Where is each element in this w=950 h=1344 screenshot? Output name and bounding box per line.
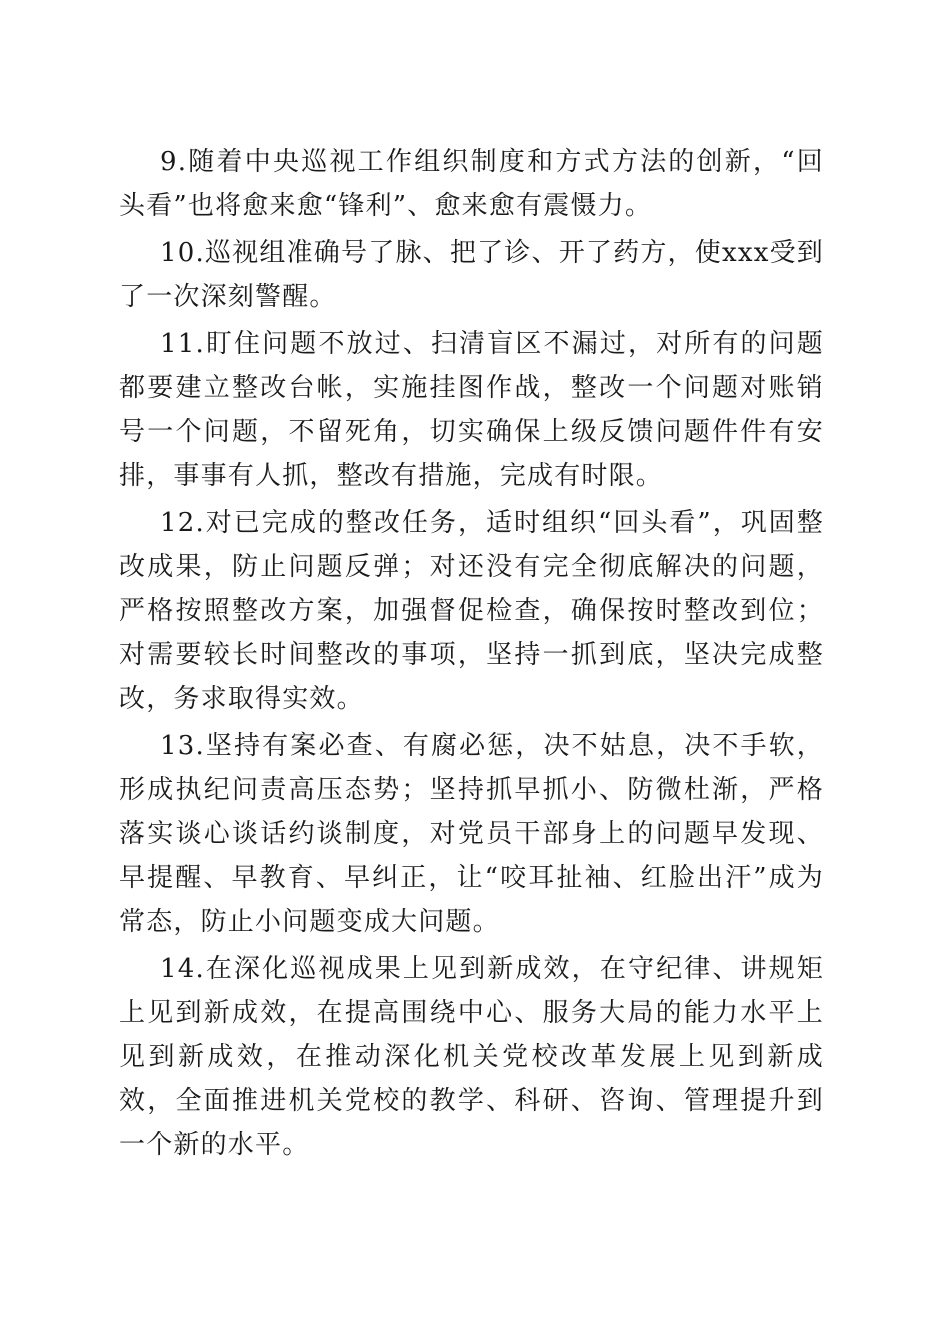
paragraph-9: 9.随着中央巡视工作组织制度和方式方法的创新，“回头看”也将愈来愈“锋利”、愈来愈有震慑力。 <box>119 147 824 221</box>
paragraph-14: 14.在深化巡视成果上见到新成效，在守纪律、讲规矩上见到新成效，在提高围绕中心、服务大局的能力水平上见到新成效，在推动深化机关党校改革发展上见到新成效，全面推进机关党校的教学、科研、咨询、管理提升到一个新的水平。 <box>119 954 824 1160</box>
paragraph-10: 10.巡视组准确号了脉、把了诊、开了药方，使xxx受到了一次深刻警醒。 <box>119 238 824 312</box>
document-body <box>119 140 824 1170</box>
paragraph-12: 12.对已完成的整改任务，适时组织“回头看”，巩固整改成果，防止问题反弹；对还没有完全彻底解决的问题，严格按照整改方案，加强督促检查，确保按时整改到位；对需要较长时间整改的事项，坚持一抓到底，坚决完成整改，务求取得实效。 <box>119 508 824 714</box>
paragraph-11: 11.盯住问题不放过、扫清盲区不漏过，对所有的问题都要建立整改台帐，实施挂图作战，整改一个问题对账销号一个问题，不留死角，切实确保上级反馈问题件件有安排，事事有人抓，整改有措施，完成有时限。 <box>119 329 824 491</box>
paragraph-13: 13.坚持有案必查、有腐必惩，决不姑息，决不手软，形成执纪问责高压态势；坚持抓早抓小、防微杜渐，严格落实谈心谈话约谈制度，对党员干部身上的问题早发现、早提醒、早教育、早纠正，让“咬耳扯袖、红脸出汗”成为常态，防止小问题变成大问题。 <box>119 731 824 937</box>
